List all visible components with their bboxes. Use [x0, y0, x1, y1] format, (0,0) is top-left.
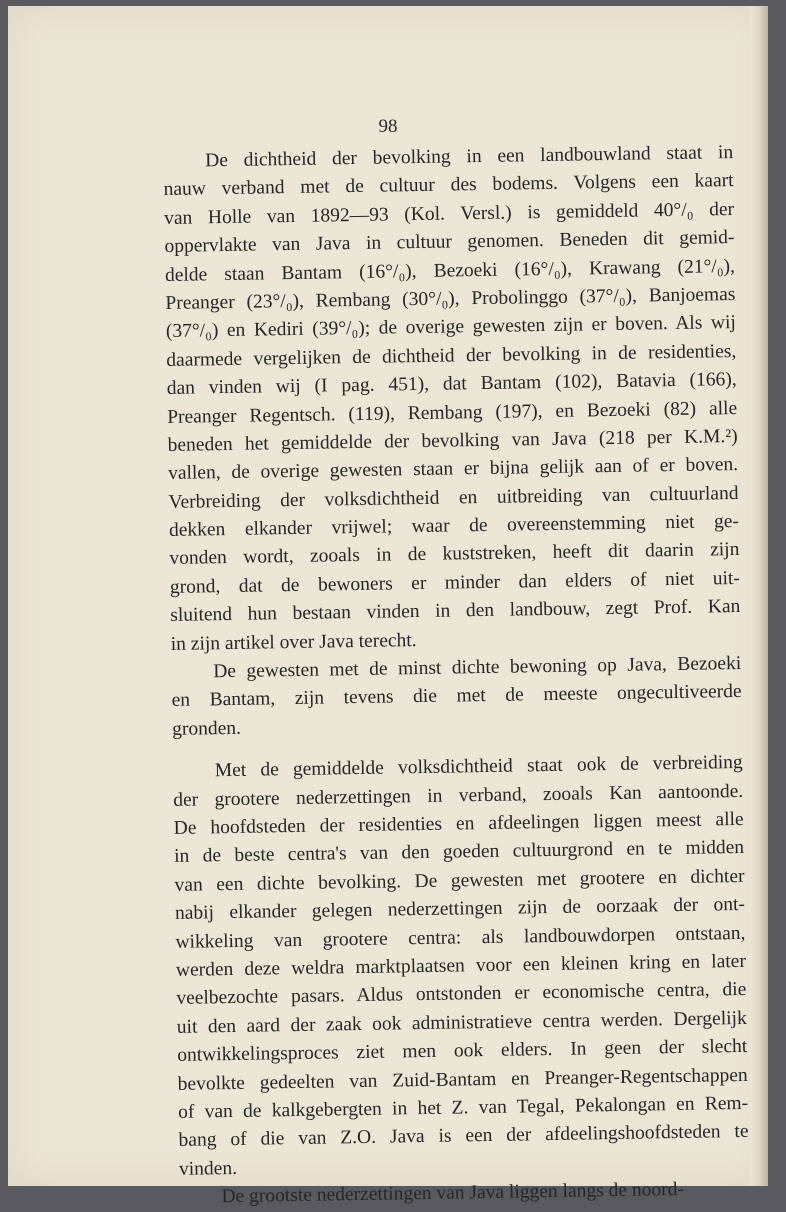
- text-line: in zijn artikel over Java terecht.: [170, 629, 417, 655]
- text-line: wikkeling van grootere centra: als landbouwdorpen ontstaan,: [175, 922, 746, 953]
- text-line: Met de gemiddelde volksdichtheid staat ook de verbreiding: [214, 752, 743, 782]
- body-text: [163, 139, 750, 1212]
- text-line: of van de kalkgebergten in het Z. van Tegal, Pekalongan en Rem-: [177, 1092, 749, 1123]
- paragraph: [173, 749, 750, 1184]
- text-line: De dichtheid der bevolking in een landbouwland staat in: [205, 142, 734, 172]
- text-line: nabij elkander gelegen nederzettingen zijn de oorzaak der ont-: [174, 894, 746, 925]
- text-line: De hoofdsteden der residenties en afdeelingen liggen meest alle: [173, 808, 744, 839]
- text-line: bevolkte gedeelten van Zuid-Bantam en Preanger-Regentschappen: [177, 1064, 748, 1095]
- text-line: grond, dat de bewoners er minder dan elders of niet uit-: [169, 567, 740, 598]
- text-line: (37°/₀) en Kediri (39°/₀); de overige gewesten zijn er boven. Als wij: [165, 312, 736, 343]
- page-spine-shadow: [750, 6, 768, 1186]
- text-line: der grootere nederzettingen in verband, zooals Kan aantoonde.: [173, 780, 744, 811]
- text-line: veelbezochte pasars. Aldus ontstonden er economische centra, die: [176, 979, 747, 1010]
- text-line: uit den aard der zaak ook administratieve centra werden. Dergelijk: [176, 1007, 747, 1038]
- text-line: oppervlakte van Java in cultuur genomen. Beneden dit gemid-: [164, 227, 735, 258]
- text-line: werden deze weldra marktplaatsen voor een kleinen kring en later: [175, 950, 747, 981]
- text-line: ontwikkelingsproces ziet men ook elders. In geen der slecht: [177, 1036, 748, 1066]
- text-line: daarmede vergelijken de dichtheid der bevolking in de residenties,: [166, 340, 737, 371]
- text-line: en Bantam, zijn tevens die met de meeste ongecultiveerde: [171, 681, 742, 712]
- text-line: bang of die van Z.O. Java is een der afdeelingshoofdsteden te: [178, 1121, 749, 1152]
- text-line: dan vinden wij (I pag. 451), dat Bantam (102), Batavia (166),: [166, 369, 737, 400]
- text-line: delde staan Bantam (16°/₀), Bezoeki (16°/₀), Krawang (21°/₀),: [164, 255, 736, 286]
- text-line: vonden wordt, zooals in de kuststreken, heeft dit daarin zijn: [169, 539, 740, 570]
- text-line: in de beste centra's van den goeden cultuurgrond en te midden: [173, 837, 745, 868]
- page-number: 98: [378, 116, 398, 137]
- text-line: vallen, de overige gewesten staan er bijna gelijk aan of er boven.: [167, 454, 739, 485]
- paragraph: [163, 139, 741, 659]
- text-line: nauw verband met de cultuur des bodems. Volgens een kaart: [163, 170, 734, 201]
- paragraph: [171, 650, 742, 744]
- text-line: Verbreiding der volksdichtheid en uitbreiding van cultuurland: [168, 482, 739, 513]
- text-line: van een dichte bevolking. De gewesten met grootere en dichter: [174, 865, 745, 896]
- text-line: beneden het gemiddelde der bevolking van Java (218 per K.M.²): [167, 425, 738, 456]
- text-line: vinden.: [178, 1157, 238, 1180]
- text-line: Preanger (23°/₀), Rembang (30°/₀), Probolinggo (37°/₀), Banjoemas: [165, 283, 736, 314]
- text-line: Preanger Regentsch. (119), Rembang (197), en Bezoeki (82) alle: [167, 397, 738, 428]
- text-line: gronden.: [171, 717, 242, 740]
- text-line: dekken elkander vrijwel; waar de overeenstemming niet ge-: [168, 511, 740, 542]
- book-page: [8, 6, 768, 1208]
- text-line: sluitend hun bestaan vinden in den landbouw, zegt Prof. Kan: [170, 596, 741, 627]
- text-line: van Holle van 1892—93 (Kol. Versl.) is gemiddeld 40°/₀ der: [163, 198, 735, 229]
- text-line: De gewesten met de minst dichte bewoning op Java, Bezoeki: [213, 653, 742, 683]
- text-line: De grootste nederzettingen van Java liggen langs de noord-: [221, 1179, 685, 1208]
